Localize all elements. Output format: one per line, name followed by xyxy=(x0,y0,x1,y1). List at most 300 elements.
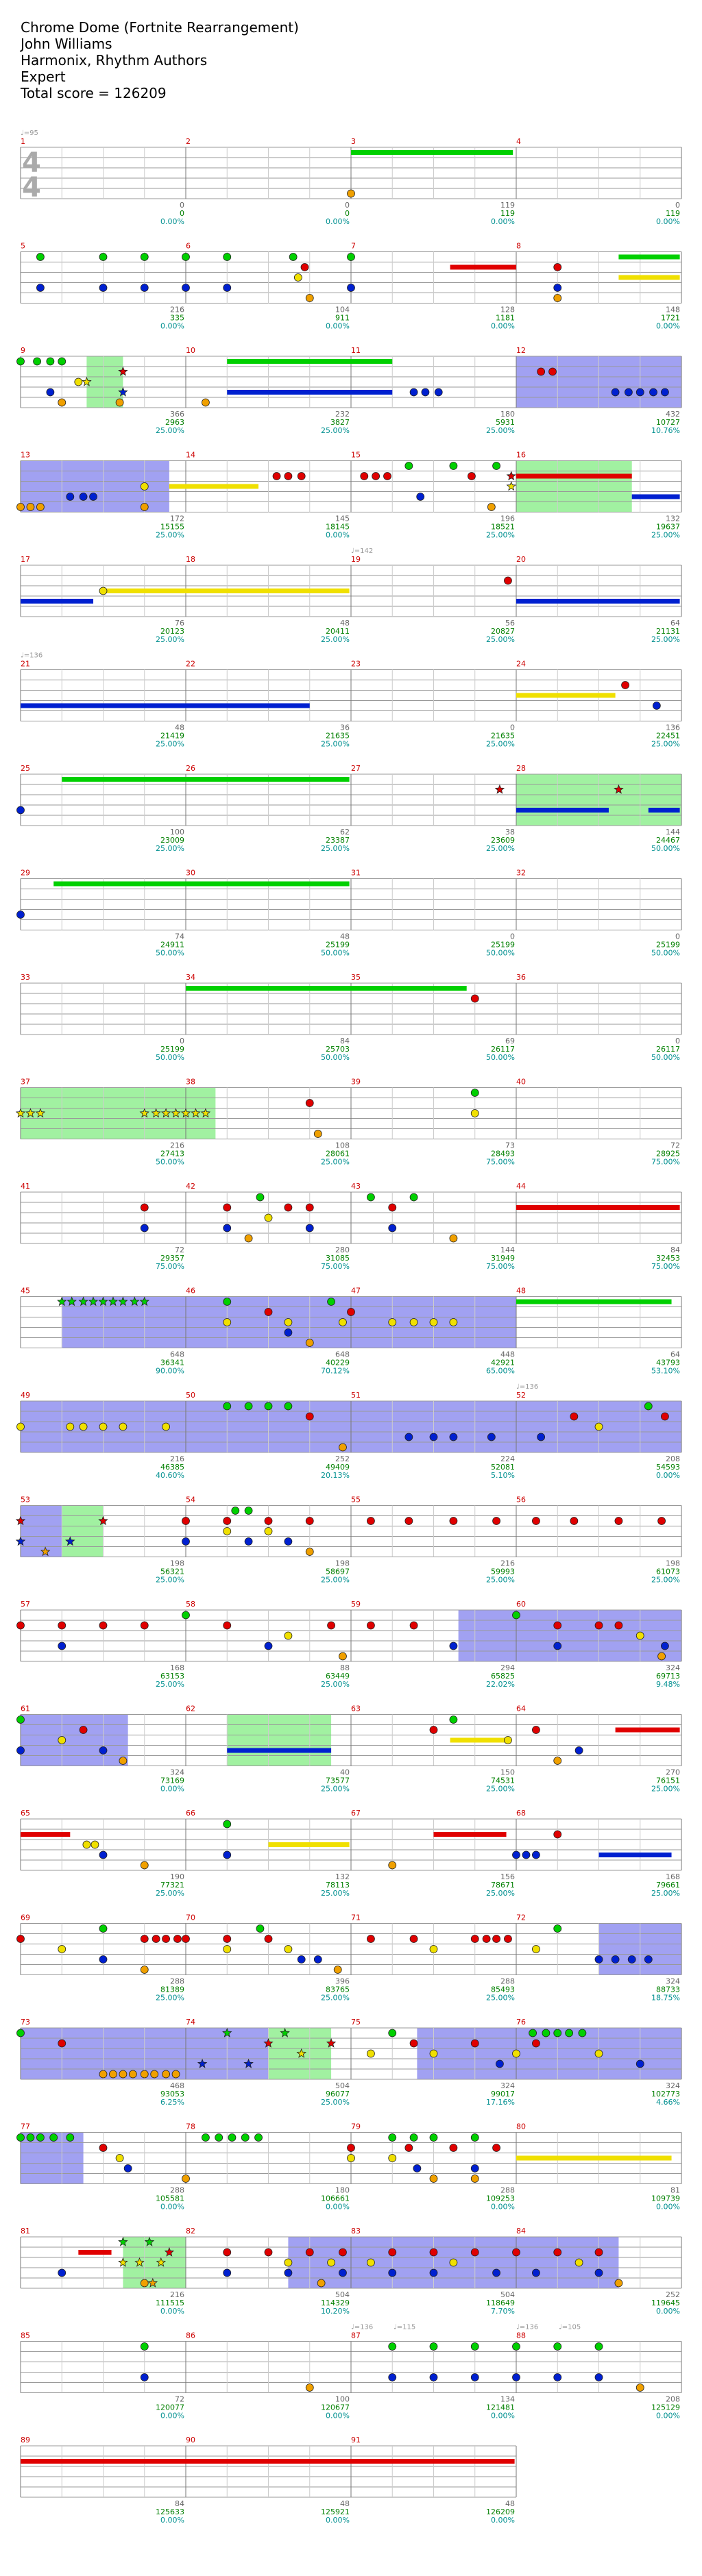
yellow-note xyxy=(430,1946,437,1953)
measure-total-score: 78113 xyxy=(326,1881,350,1890)
measure-total-score: 106661 xyxy=(321,2194,350,2203)
measure-number: 73 xyxy=(21,2018,30,2027)
blue-note xyxy=(513,1851,520,1859)
green-note xyxy=(389,2343,396,2351)
measure-subscore: 72 xyxy=(175,2394,184,2404)
green-note xyxy=(17,1716,25,1724)
solo-section xyxy=(459,1610,681,1661)
green-note xyxy=(47,358,54,365)
measure-total-score: 25199 xyxy=(160,1045,184,1054)
yellow-note xyxy=(80,1423,87,1431)
orange-note xyxy=(348,190,355,197)
red-note xyxy=(622,682,629,689)
blue-note xyxy=(17,911,25,919)
orange-note xyxy=(554,295,561,302)
red-note xyxy=(570,1413,578,1420)
measure-number: 30 xyxy=(186,868,195,878)
measure-total-score: 88733 xyxy=(656,1985,680,1994)
orange-note xyxy=(141,504,148,511)
measure-total-score: 118649 xyxy=(486,2299,515,2307)
red-star-note xyxy=(507,472,516,480)
red-note xyxy=(301,264,308,271)
yellow-note xyxy=(532,1946,540,1953)
blue-note xyxy=(223,284,231,292)
green-note xyxy=(410,2134,417,2142)
measure-subscore: 198 xyxy=(666,1559,680,1568)
measure-subscore: 288 xyxy=(500,1977,515,1986)
measure-number: 5 xyxy=(21,241,25,251)
measure-number: 49 xyxy=(21,1391,30,1400)
green-note xyxy=(410,1193,417,1201)
measure-percent: 25.00% xyxy=(156,1680,184,1689)
yellow-note xyxy=(223,1528,231,1535)
green-note xyxy=(430,2343,437,2351)
yellow-note xyxy=(285,1632,292,1639)
orange-note xyxy=(554,1757,561,1765)
green-note xyxy=(182,253,190,261)
red-note xyxy=(173,1935,181,1943)
blue-note xyxy=(650,388,657,396)
measure-total-score: 20411 xyxy=(326,627,350,636)
blue-note xyxy=(339,2269,346,2277)
green-note xyxy=(141,2343,148,2351)
measure-subscore: 145 xyxy=(335,514,350,523)
measure-subscore: 504 xyxy=(335,2290,350,2299)
measure-subscore: 0 xyxy=(180,1037,184,1045)
green-note xyxy=(389,2029,396,2037)
green-note xyxy=(66,2134,74,2142)
red-note xyxy=(410,1622,417,1629)
measure-number: 51 xyxy=(351,1391,361,1400)
measure-subscore: 38 xyxy=(505,828,515,837)
measure-total-score: 99017 xyxy=(491,2090,515,2098)
measure-percent: 6.25% xyxy=(160,2098,184,2107)
measure-percent: 0.00% xyxy=(491,2202,515,2212)
measure-percent: 75.00% xyxy=(321,1262,350,1271)
blue-note xyxy=(417,493,424,501)
measure-number: 27 xyxy=(351,764,361,773)
measure-percent: 0.00% xyxy=(160,2411,184,2420)
measure-number: 13 xyxy=(21,450,30,460)
overdrive-section xyxy=(227,1715,331,1766)
measure-total-score: 83765 xyxy=(326,1985,350,1994)
green-note xyxy=(215,2134,223,2142)
measure-subscore: 104 xyxy=(335,305,350,314)
measure-subscore: 168 xyxy=(666,1872,680,1881)
blue-note xyxy=(450,1433,457,1441)
measure-total-score: 10727 xyxy=(656,418,680,427)
blue-note xyxy=(410,388,417,396)
measure-number: 87 xyxy=(351,2331,361,2340)
blue-note xyxy=(141,284,148,292)
measure-total-score: 74531 xyxy=(491,1776,515,1785)
measure-number: 12 xyxy=(516,346,526,355)
measure-subscore: 108 xyxy=(335,1141,350,1150)
blue-note xyxy=(36,284,44,292)
green-note xyxy=(367,1193,374,1201)
red-star-note xyxy=(496,785,504,793)
measure-total-score: 26117 xyxy=(656,1045,680,1054)
measure-percent: 0.00% xyxy=(656,2411,680,2420)
measure-subscore: 252 xyxy=(335,1454,350,1463)
measure-total-score: 1721 xyxy=(661,313,680,323)
blue-note xyxy=(628,1956,636,1964)
measure-subscore: 324 xyxy=(666,1977,680,1986)
measure-number: 89 xyxy=(21,2436,30,2444)
measure-number: 85 xyxy=(21,2331,30,2340)
measure-number: 20 xyxy=(516,555,526,564)
measure-percent: 50.00% xyxy=(651,844,680,853)
yellow-note xyxy=(339,1319,346,1326)
measure-percent: 25.00% xyxy=(486,426,515,435)
blue-note xyxy=(471,2165,479,2172)
blue-note xyxy=(575,1747,583,1755)
measure-total-score: 29357 xyxy=(160,1254,184,1263)
measure-subscore: 366 xyxy=(170,410,184,419)
blue-note xyxy=(435,388,442,396)
orange-note xyxy=(119,1757,127,1765)
measure-subscore: 100 xyxy=(335,2394,350,2404)
measure-subscore: 504 xyxy=(500,2290,515,2299)
measure-percent: 25.00% xyxy=(321,1575,350,1585)
measure-total-score: 26117 xyxy=(491,1045,515,1054)
orange-note xyxy=(334,1966,341,1974)
yellow-note xyxy=(99,587,107,595)
blue-note xyxy=(223,1224,231,1232)
blue-note xyxy=(223,1851,231,1859)
measure-subscore: 84 xyxy=(175,2499,184,2508)
green-note xyxy=(529,2029,537,2037)
measure-total-score: 49409 xyxy=(326,1463,350,1472)
measure-percent: 0.00% xyxy=(491,2516,515,2525)
red-note xyxy=(554,2249,561,2256)
blue-note xyxy=(661,1642,668,1650)
yellow-note xyxy=(58,1946,66,1953)
green-note xyxy=(223,1298,231,1306)
measure-percent: 0.00% xyxy=(160,2202,184,2212)
measure-percent: 25.00% xyxy=(156,426,184,435)
measure-subscore: 134 xyxy=(500,2394,515,2404)
measure-percent: 53.10% xyxy=(651,1366,680,1376)
red-note xyxy=(17,1935,25,1943)
measure-percent: 50.00% xyxy=(321,948,350,958)
yellow-note xyxy=(430,1319,437,1326)
measure-total-score: 63449 xyxy=(326,1672,350,1681)
red-note xyxy=(493,1935,500,1943)
green-note xyxy=(17,2134,25,2142)
yellow-note xyxy=(265,1214,272,1222)
orange-note xyxy=(306,1548,313,1556)
measure-percent: 25.00% xyxy=(486,1889,515,1898)
measure-subscore: 84 xyxy=(670,1246,680,1254)
measure-percent: 75.00% xyxy=(486,1157,515,1167)
measure-number: 76 xyxy=(516,2018,526,2027)
measure-percent: 10.76% xyxy=(651,426,680,435)
measure-subscore: 198 xyxy=(335,1559,350,1568)
measure-subscore: 288 xyxy=(500,2185,515,2195)
green-note xyxy=(223,1820,231,1828)
red-note xyxy=(141,1935,148,1943)
blue-note xyxy=(99,284,107,292)
measure-number: 8 xyxy=(516,241,521,251)
green-note xyxy=(228,2134,236,2142)
yellow-star-note xyxy=(507,482,516,491)
yellow-note xyxy=(450,2259,457,2266)
red-note xyxy=(182,1935,190,1943)
green-note xyxy=(245,1507,252,1515)
red-note xyxy=(410,1935,417,1943)
measure-number: 44 xyxy=(516,1182,526,1191)
measure-subscore: 144 xyxy=(666,828,680,837)
red-note xyxy=(361,473,368,480)
measure-number: 4 xyxy=(516,137,521,146)
green-note xyxy=(328,1298,335,1306)
green-note xyxy=(450,1716,457,1724)
song-charter: Harmonix, Rhythm Authors xyxy=(21,52,208,69)
red-note xyxy=(182,1518,190,1525)
yellow-note xyxy=(367,2050,374,2057)
measure-subscore: 172 xyxy=(170,514,184,523)
measure-percent: 0.00% xyxy=(491,321,515,331)
measure-number: 45 xyxy=(21,1286,30,1296)
tempo-marker: ♩=95 xyxy=(21,129,38,137)
measure-subscore: 448 xyxy=(500,1350,515,1359)
yellow-note xyxy=(223,1319,231,1326)
measure-percent: 0.00% xyxy=(160,217,184,226)
red-note xyxy=(615,1518,622,1525)
measure-total-score: 125129 xyxy=(651,2403,680,2412)
measure-total-score: 76151 xyxy=(656,1776,680,1785)
orange-note xyxy=(109,2070,117,2078)
measure-percent: 25.00% xyxy=(321,739,350,749)
blue-note xyxy=(612,388,619,396)
blue-note xyxy=(644,1956,652,1964)
measure-total-score: 96077 xyxy=(326,2090,350,2098)
measure-subscore: 216 xyxy=(170,305,184,314)
measure-percent: 18.75% xyxy=(651,1993,680,2003)
measure-subscore: 168 xyxy=(170,1663,184,1672)
blue-note xyxy=(532,2269,540,2277)
red-note xyxy=(99,2144,107,2152)
green-note xyxy=(255,2134,263,2142)
solo-section xyxy=(417,2028,681,2079)
red-note xyxy=(549,368,557,375)
measure-number: 24 xyxy=(516,659,526,669)
measure-total-score: 28061 xyxy=(326,1149,350,1159)
measure-percent: 25.00% xyxy=(321,1784,350,1794)
green-note xyxy=(50,2134,58,2142)
measure-subscore: 48 xyxy=(175,723,184,732)
yellow-note xyxy=(75,378,82,386)
measure-total-score: 2963 xyxy=(165,418,184,427)
blue-note xyxy=(661,388,668,396)
tempo-marker: ♩=136 xyxy=(516,2323,539,2331)
green-note xyxy=(17,358,25,365)
yellow-note xyxy=(471,1110,479,1117)
measure-percent: 9.48% xyxy=(656,1680,680,1689)
tempo-marker: ♩=142 xyxy=(351,547,374,555)
yellow-note xyxy=(141,483,148,491)
blue-note xyxy=(653,702,660,710)
measure-number: 26 xyxy=(186,764,195,773)
yellow-note xyxy=(119,1423,127,1431)
orange-note xyxy=(339,1444,346,1451)
blue-note xyxy=(389,2374,396,2381)
yellow-note xyxy=(389,1319,396,1326)
red-note xyxy=(468,473,475,480)
measure-subscore: 119 xyxy=(500,201,515,210)
measure-number: 71 xyxy=(351,1913,361,1922)
measure-percent: 50.00% xyxy=(486,1053,515,1062)
blue-note xyxy=(389,2269,396,2277)
measure-total-score: 59993 xyxy=(491,1567,515,1576)
measure-subscore: 468 xyxy=(170,2081,184,2090)
blue-note xyxy=(450,1642,457,1650)
measure-percent: 50.00% xyxy=(156,948,184,958)
blue-note xyxy=(513,2374,520,2381)
green-note xyxy=(513,1611,520,1619)
red-note xyxy=(554,1622,561,1629)
measure-total-score: 18521 xyxy=(491,522,515,532)
measure-subscore: 324 xyxy=(500,2081,515,2090)
red-note xyxy=(493,2144,500,2152)
red-note xyxy=(483,1935,490,1943)
yellow-note xyxy=(58,1737,66,1744)
orange-note xyxy=(317,2279,325,2287)
measure-total-score: 32453 xyxy=(656,1254,680,1263)
measure-subscore: 0 xyxy=(675,201,680,210)
measure-subscore: 148 xyxy=(666,305,680,314)
yellow-note xyxy=(430,2050,437,2057)
orange-note xyxy=(314,1130,322,1138)
measure-total-score: 18145 xyxy=(326,522,350,532)
red-note xyxy=(80,1726,87,1734)
blue-note xyxy=(487,1433,495,1441)
measure-total-score: 27413 xyxy=(160,1149,184,1159)
measure-number: 86 xyxy=(186,2331,195,2340)
red-note xyxy=(504,577,511,584)
measure-subscore: 73 xyxy=(505,1141,515,1150)
red-note xyxy=(570,1518,578,1525)
yellow-note xyxy=(162,1423,170,1431)
red-note xyxy=(265,1935,272,1943)
measure-total-score: 46385 xyxy=(160,1463,184,1472)
measure-total-score: 73577 xyxy=(326,1776,350,1785)
red-note xyxy=(223,1935,231,1943)
measure-subscore: 216 xyxy=(500,1559,515,1568)
measure-subscore: 208 xyxy=(666,2394,680,2404)
yellow-note xyxy=(265,1528,272,1535)
red-note xyxy=(223,1622,231,1629)
red-note xyxy=(223,1518,231,1525)
red-note xyxy=(348,1309,355,1316)
orange-note xyxy=(116,399,123,406)
green-note xyxy=(36,2134,44,2142)
red-note xyxy=(532,2040,540,2047)
yellow-note xyxy=(504,1737,511,1744)
red-note xyxy=(389,1204,396,1211)
red-note xyxy=(661,1413,668,1420)
blue-note xyxy=(245,1538,252,1546)
measure-total-score: 52081 xyxy=(491,1463,515,1472)
green-note xyxy=(58,358,66,365)
measure-percent: 0.00% xyxy=(326,2411,350,2420)
measure-subscore: 84 xyxy=(340,1037,350,1045)
measure-subscore: 56 xyxy=(505,619,515,628)
blue-note xyxy=(265,1642,272,1650)
measure-percent: 25.00% xyxy=(486,530,515,540)
blue-note xyxy=(141,1224,148,1232)
green-note xyxy=(99,1925,107,1933)
measure-subscore: 432 xyxy=(666,410,680,419)
green-note xyxy=(554,2343,561,2351)
green-note xyxy=(513,2343,520,2351)
orange-note xyxy=(471,2175,479,2183)
measure-number: 62 xyxy=(186,1704,195,1713)
red-note xyxy=(367,1518,374,1525)
red-note xyxy=(595,2249,603,2256)
measure-total-score: 43793 xyxy=(656,1358,680,1367)
measure-subscore: 294 xyxy=(500,1663,515,1672)
measure-percent: 25.00% xyxy=(321,1889,350,1898)
measure-percent: 25.00% xyxy=(486,1575,515,1585)
green-note xyxy=(389,2134,396,2142)
green-note xyxy=(202,2134,209,2142)
measure-total-score: 42921 xyxy=(491,1358,515,1367)
measure-total-score: 125921 xyxy=(321,2507,350,2516)
blue-note xyxy=(314,1956,322,1964)
measure-number: 33 xyxy=(21,973,30,982)
measure-subscore: 128 xyxy=(500,305,515,314)
measure-total-score: 54593 xyxy=(656,1463,680,1472)
measure-total-score: 25703 xyxy=(326,1045,350,1054)
green-note xyxy=(471,1089,479,1097)
measure-total-score: 114329 xyxy=(321,2299,350,2307)
red-note xyxy=(223,2249,231,2256)
solo-section xyxy=(21,1506,62,1557)
measure-total-score: 21635 xyxy=(326,731,350,741)
overdrive-section xyxy=(62,1506,103,1557)
measure-number: 10 xyxy=(186,346,195,355)
measure-number: 21 xyxy=(21,659,30,669)
blue-note xyxy=(306,1224,313,1232)
measure-subscore: 224 xyxy=(500,1454,515,1463)
measure-percent: 75.00% xyxy=(651,1262,680,1271)
measure-number: 43 xyxy=(351,1182,361,1191)
blue-note xyxy=(430,2374,437,2381)
green-note xyxy=(141,253,148,261)
measure-subscore: 132 xyxy=(666,514,680,523)
red-note xyxy=(471,2040,479,2047)
measure-total-score: 65825 xyxy=(491,1672,515,1681)
blue-note xyxy=(554,1642,561,1650)
blue-note xyxy=(99,1851,107,1859)
measure-number: 47 xyxy=(351,1286,361,1296)
measure-number: 77 xyxy=(21,2122,30,2131)
green-note xyxy=(265,1402,272,1410)
red-note xyxy=(152,1935,160,1943)
measure-number: 72 xyxy=(516,1913,526,1922)
measure-number: 80 xyxy=(516,2122,526,2131)
green-note xyxy=(542,2029,550,2037)
measure-percent: 25.00% xyxy=(651,635,680,644)
green-note xyxy=(493,462,500,470)
orange-note xyxy=(36,504,44,511)
yellow-note xyxy=(285,1319,292,1326)
green-note xyxy=(27,2134,34,2142)
measure-number: 58 xyxy=(186,1600,195,1609)
measure-percent: 75.00% xyxy=(486,1262,515,1271)
